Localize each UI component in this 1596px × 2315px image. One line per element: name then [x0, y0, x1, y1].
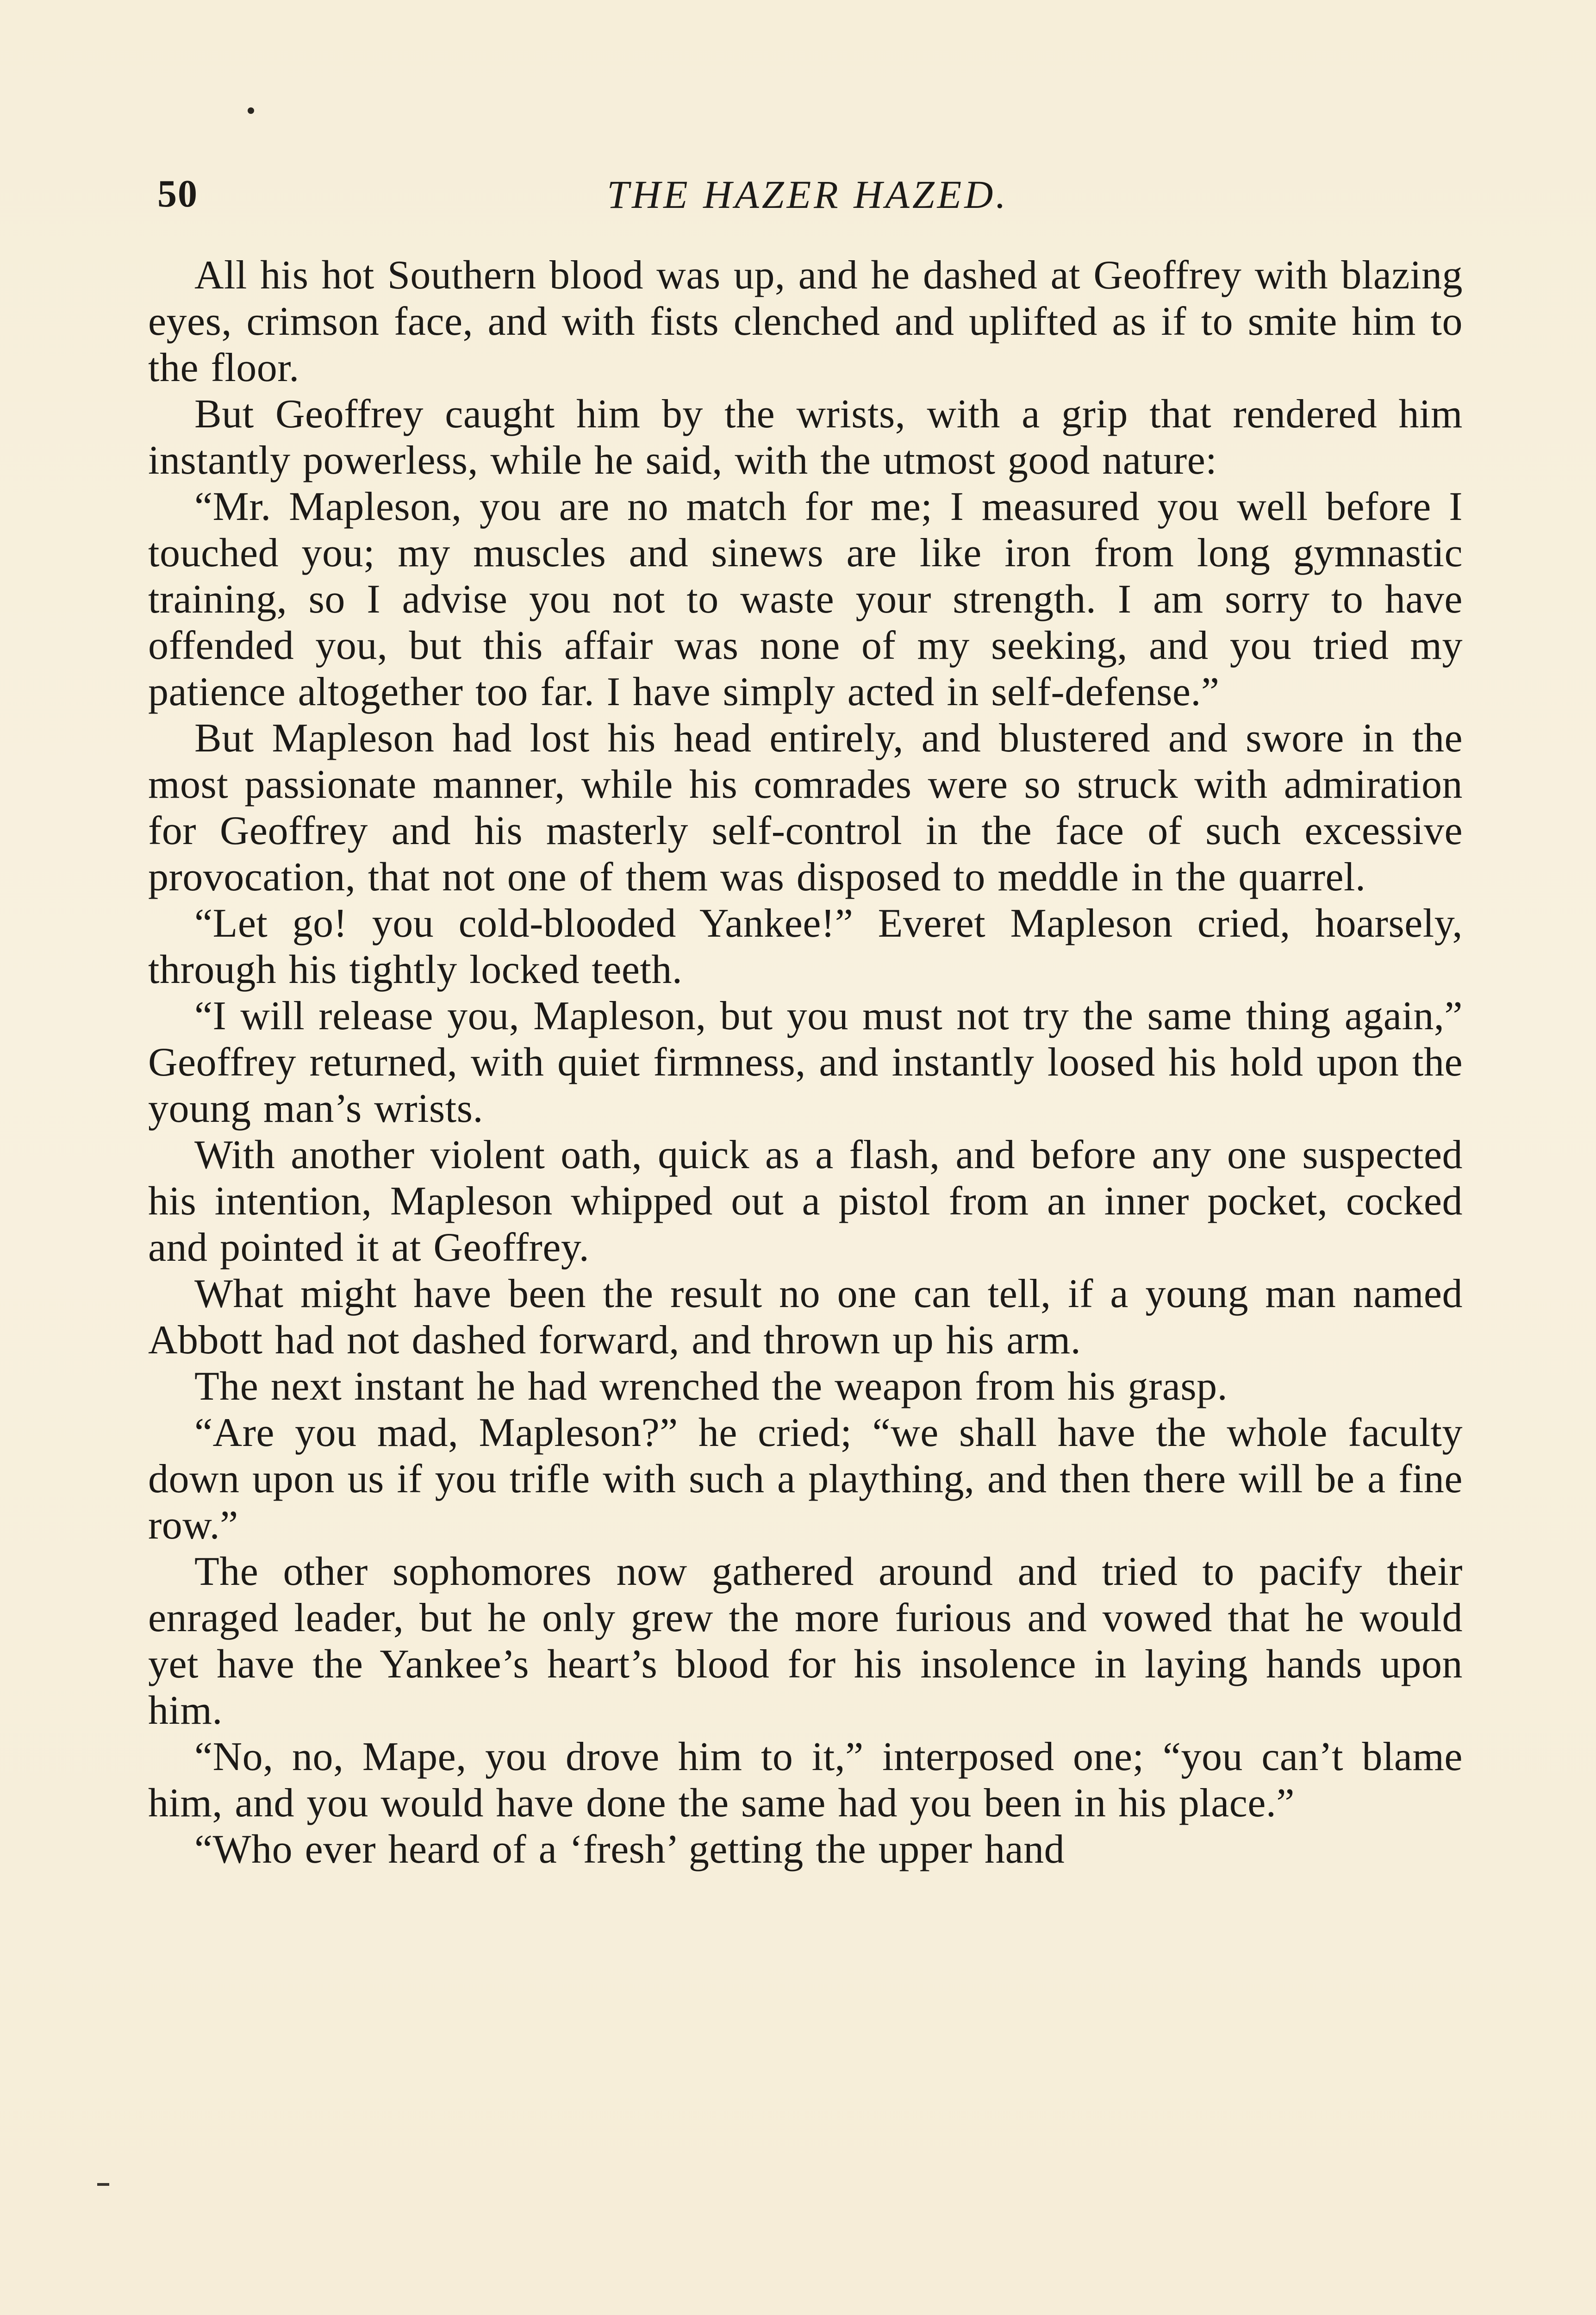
paragraph: “Let go! you cold-blooded Yankee!” Everet Mapleson cried, hoarsely, through his tightly locked teeth. — [148, 901, 1463, 992]
paragraph: All his hot Southern blood was up, and he dashed at Geoffrey with blazing eyes, crimson face, and with fists clenched and uplifted as if to smite him to the floor. — [148, 253, 1463, 390]
page-header — [153, 167, 1463, 227]
paragraph: The next instant he had wrenched the weapon from his grasp. — [194, 1364, 1228, 1409]
paragraph: “Mr. Mapleson, you are no match for me; I measured you well before I touched you; my muscles and sinews are like iron from long gymnastic training, so I advise you not to waste your strength. I am sorry to have offended you, but this affair was none of my seeking, and you tried my patience altogether too far. I have simply acted in self-defense.” — [148, 484, 1463, 714]
page-number: 50 — [157, 172, 198, 215]
paragraph: But Mapleson had lost his head entirely, and blustered and swore in the most passionate manner, while his comrades were so struck with admiration for Geoffrey and his masterly self-control in the face of such excessive provocation, that not one of them was disposed to meddle in the quarrel. — [148, 716, 1463, 900]
paragraph: With another violent oath, quick as a flash, and before any one suspected his intention, Mapleson whipped out a pistol from an inner pocket, cocked and pointed it at Geoffrey. — [148, 1132, 1463, 1270]
paragraph: The other sophomores now gathered around and tried to pacify their enraged leader, but he only grew the more furious and vowed that he would yet have the Yankee’s heart’s blood for his insolence in laying hands upon him. — [148, 1549, 1463, 1733]
paragraph: But Geoffrey caught him by the wrists, with a grip that rendered him instantly powerless, while he said, with the utmost good nature: — [148, 392, 1463, 483]
paragraph: What might have been the result no one can tell, if a young man named Abbott had not dashed forward, and thrown up his arm. — [148, 1271, 1463, 1363]
paragraph: “Who ever heard of a ‘fresh’ getting the upper hand — [194, 1827, 1065, 1872]
paragraph: “No, no, Mape, you drove him to it,” interposed one; “you can’t blame him, and you would have done the same had you been in his place.” — [148, 1734, 1463, 1826]
body-text — [148, 252, 1463, 1873]
paragraph: “Are you mad, Mapleson?” he cried; “we shall have the whole faculty down upon us if you trifle with such a plaything, and then there will be a fine row.” — [148, 1410, 1463, 1548]
paragraph: “I will release you, Mapleson, but you must not try the same thing again,” Geoffrey returned, with quiet firmness, and instantly loosed his hold upon the young man’s wrists. — [148, 994, 1463, 1131]
print-speck — [248, 107, 254, 114]
margin-mark — [97, 2183, 109, 2186]
running-title: THE HAZER HAZED. — [607, 172, 1009, 217]
